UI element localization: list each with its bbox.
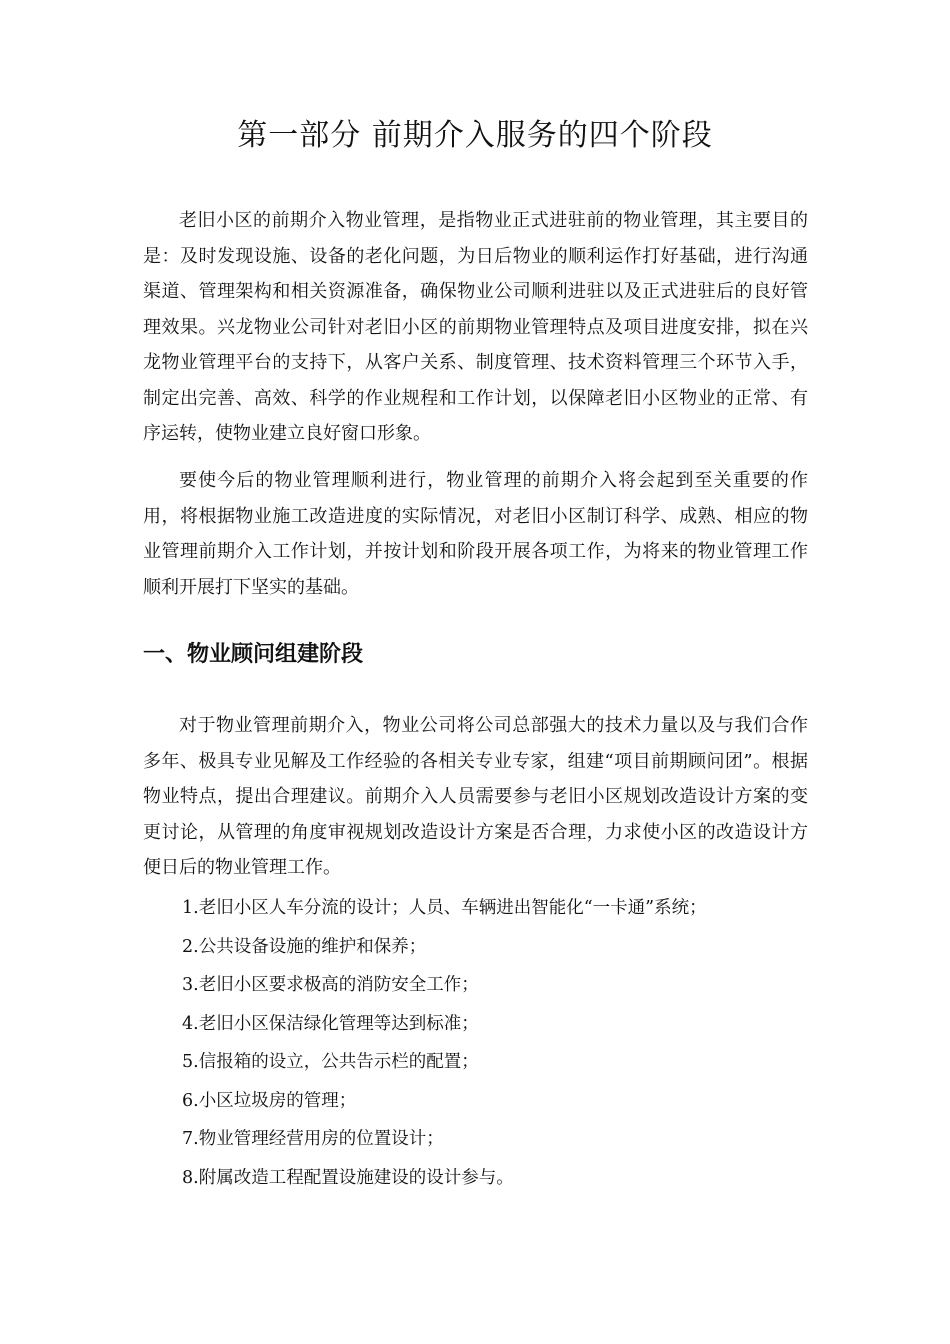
section-paragraph: 对于物业管理前期介入，物业公司将公司总部强大的技术力量以及与我们合作多年、极具专业见解及工作经验的各相关专业专家，组建“项目前期顾问团”。根据物业特点，提出合理建议。前期介入人员需要参与老旧小区规划改造设计方案的变更讨论，从管理的角度审视规划改造设计方案是否合理，力求使小区的改造设计方便日后的物业管理工作。 [143, 715, 808, 878]
list-item: 6.小区垃圾房的管理； [182, 1090, 357, 1111]
importance-paragraph: 要使今后的物业管理顺利进行，物业管理的前期介入将会起到至关重要的作用，将根据物业施工改造进度的实际情况，对老旧小区制订科学、成熟、相应的物业管理前期介入工作计划，并按计划和阶段开展各项工作，为将来的物业管理工作顺利开展打下坚实的基础。 [143, 470, 808, 598]
design-items-list [182, 889, 707, 1197]
list-item: 3.老旧小区要求极高的消防安全工作； [182, 975, 479, 995]
section-heading: 一、物业顾问组建阶段 [143, 641, 364, 667]
list-item: 8.附属改造工程配置设施建设的设计参与。 [182, 1167, 514, 1188]
list-item: 4.老旧小区保洁绿化管理等达到标准； [182, 1013, 479, 1034]
list-item: 1.老旧小区人车分流的设计；人员、车辆进出智能化“一卡通”系统； [182, 898, 707, 918]
list-item: 2.公共设备设施的维护和保养； [182, 936, 427, 957]
document-title: 第一部分 前期介入服务的四个阶段 [237, 118, 713, 153]
list-item: 5.信报箱的设立，公共告示栏的配置； [182, 1052, 479, 1072]
list-item: 7.物业管理经营用房的位置设计； [182, 1129, 444, 1149]
intro-paragraph: 老旧小区的前期介入物业管理，是指物业正式进驻前的物业管理，其主要目的是：及时发现设施、设备的老化问题，为日后物业的顺利运作打好基础，进行沟通渠道、管理架构和相关资源准备，确保物业公司顺利进驻以及正式进驻后的良好管理效果。兴龙物业公司针对老旧小区的前期物业管理特点及项目进度安排，拟在兴龙物业管理平台的支持下，从客户关系、制度管理、技术资料管理三个环节入手，制定出完善、高效、科学的作业规程和工作计划，以保障老旧小区物业的正常、有序运转，使物业建立良好窗口形象。 [143, 210, 808, 444]
